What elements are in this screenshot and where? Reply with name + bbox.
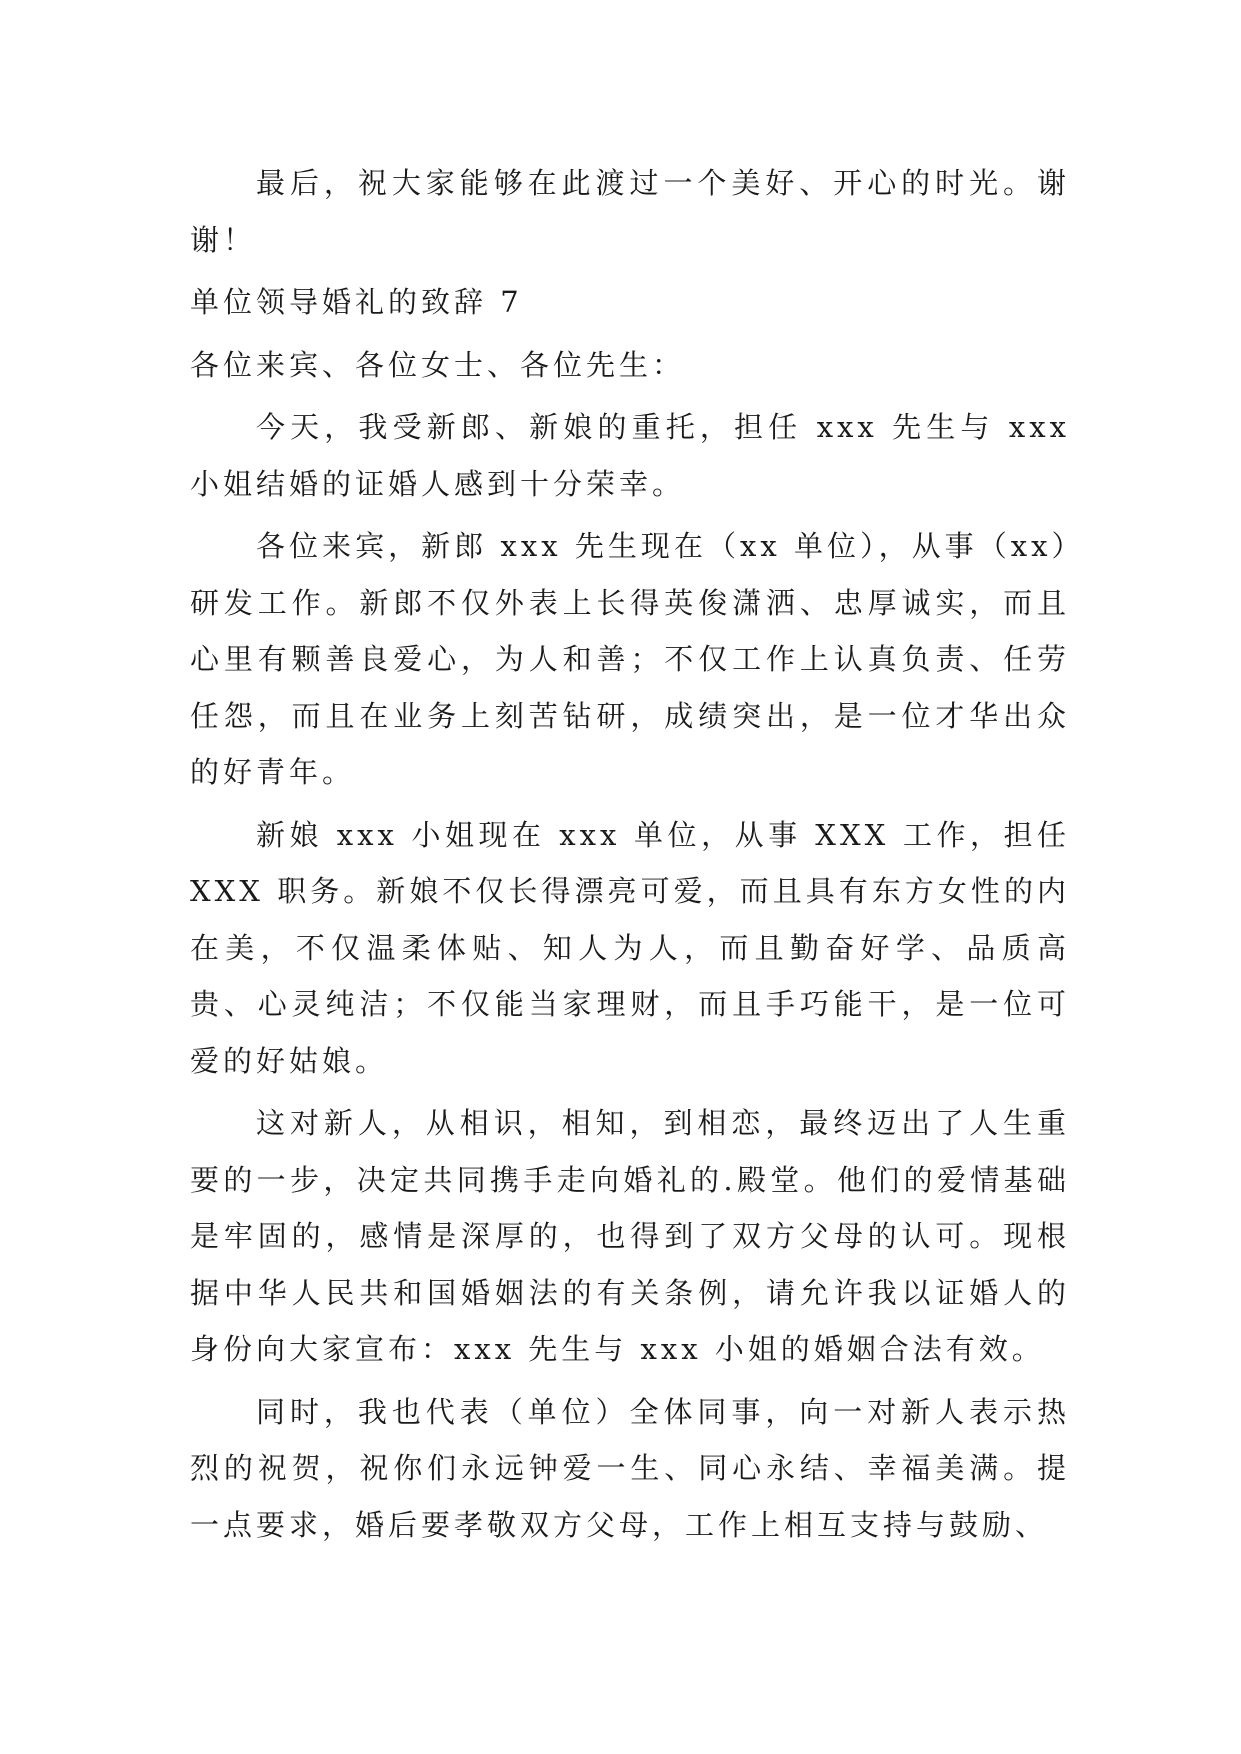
closing-paragraph: 最后，祝大家能够在此渡过一个美好、开心的时光。谢谢！ [190,166,1070,257]
paragraph-declaration: 这对新人，从相识，相知，到相恋，最终迈出了人生重要的一步，决定共同携手走向婚礼的.殿堂。他们的爱情基础是牢固的，感情是深厚的，也得到了双方父母的认可。现根据中华人民共和国婚姻法的有关条例，请允许我以证婚人的身份向大家宣布：xxx 先生与 xxx 小姐的婚姻合法有效。 [190,1106,1070,1366]
section-heading: 单位领导婚礼的致辞 7 [190,285,523,319]
paragraph-intro: 今天，我受新郎、新娘的重托，担任 xxx 先生与 xxx 小姐结婚的证婚人感到十分荣幸。 [190,410,1070,501]
paragraph-groom: 各位来宾，新郎 xxx 先生现在（xx 单位），从事（xx）研发工作。新郎不仅外表上长得英俊潇洒、忠厚诚实，而且心里有颗善良爱心，为人和善；不仅工作上认真负责、任劳任怨，而且在业务上刻苦钻研，成绩突出，是一位才华出众的好青年。 [190,529,1070,789]
paragraph-congratulations: 同时，我也代表（单位）全体同事，向一对新人表示热烈的祝贺，祝你们永远钟爱一生、同心永结、幸福美满。提一点要求，婚后要孝敬双方父母，工作上相互支持与鼓励、 [190,1394,1070,1542]
paragraph-bride: 新娘 xxx 小姐现在 xxx 单位，从事 XXX 工作，担任 XXX 职务。新娘不仅长得漂亮可爱，而且具有东方女性的内在美，不仅温柔体贴、知人为人，而且勤奋好学、品质高贵、心灵纯洁；不仅能当家理财，而且手巧能干，是一位可爱的好姑娘。 [190,817,1070,1078]
document-body [190,155,1070,1559]
salutation: 各位来宾、各位女士、各位先生： [190,347,686,382]
